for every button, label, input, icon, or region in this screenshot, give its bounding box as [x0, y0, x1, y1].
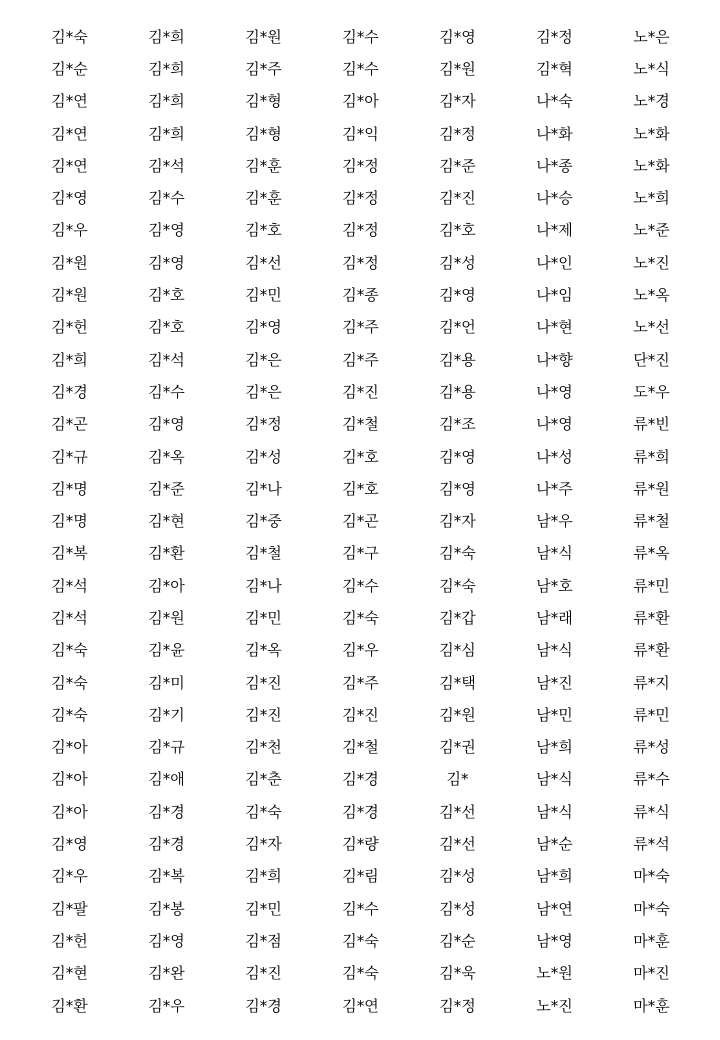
- name-cell: 김*점: [245, 931, 282, 950]
- name-cell: 김*수: [148, 382, 185, 401]
- name-cell: 김*자: [439, 92, 476, 111]
- name-cell: 노*준: [633, 221, 670, 240]
- name-cell: 김*환: [148, 544, 185, 563]
- name-cell: 김*호: [342, 479, 379, 498]
- name-cell: 김*아: [51, 738, 88, 757]
- name-list-table: [21, 20, 700, 1021]
- name-cell: 김*익: [342, 124, 379, 143]
- name-cell: 김*정: [245, 415, 282, 434]
- name-cell: 김*정: [536, 27, 573, 46]
- name-cell: 노*식: [633, 59, 670, 78]
- name-cell: 김*봉: [148, 899, 185, 918]
- name-cell: 김*영: [439, 286, 476, 305]
- name-cell: 김*호: [245, 221, 282, 240]
- name-cell: 김*애: [148, 770, 185, 789]
- name-cell: 김*희: [51, 350, 88, 369]
- name-cell: 김*숙: [439, 576, 476, 595]
- name-cell: 노*화: [633, 124, 670, 143]
- name-cell: 김*곤: [342, 512, 379, 531]
- name-cell: 김*량: [342, 835, 379, 854]
- name-cell: 류*수: [633, 770, 670, 789]
- name-cell: 노*옥: [633, 286, 670, 305]
- name-cell: 김*영: [148, 415, 185, 434]
- name-cell: 김*숙: [342, 931, 379, 950]
- name-cell: 남*희: [536, 738, 573, 757]
- name-cell: 김*택: [439, 673, 476, 692]
- name-cell: 김*욱: [439, 964, 476, 983]
- name-cell: 류*환: [633, 608, 670, 627]
- name-cell: 김*숙: [245, 802, 282, 821]
- name-cell: 김*춘: [245, 770, 282, 789]
- name-cell: 김*팔: [51, 899, 88, 918]
- name-cell: 김*호: [342, 447, 379, 466]
- name-cell: 류*식: [633, 802, 670, 821]
- name-cell: 김*언: [439, 318, 476, 337]
- name-cell: 김*성: [439, 867, 476, 886]
- name-cell: 마*훈: [633, 931, 670, 950]
- name-cell: 류*환: [633, 641, 670, 660]
- name-cell: 도*우: [633, 382, 670, 401]
- name-cell: 노*희: [633, 189, 670, 208]
- name-cell: 김*명: [51, 512, 88, 531]
- name-cell: 김*선: [439, 802, 476, 821]
- name-cell: 김*복: [148, 867, 185, 886]
- name-cell: 남*연: [536, 899, 573, 918]
- name-cell: 나*영: [536, 415, 573, 434]
- name-cell: 김*경: [342, 802, 379, 821]
- name-cell: 김*선: [439, 835, 476, 854]
- name-cell: 나*성: [536, 447, 573, 466]
- name-cell: 김*수: [342, 59, 379, 78]
- name-cell: 김*경: [51, 382, 88, 401]
- name-cell: 김*원: [439, 705, 476, 724]
- name-cell: 김*진: [245, 673, 282, 692]
- name-cell: 김*연: [51, 124, 88, 143]
- name-cell: 김*규: [148, 738, 185, 757]
- name-cell: 김*형: [245, 124, 282, 143]
- name-cell: 노*선: [633, 318, 670, 337]
- name-cell: 김*순: [51, 59, 88, 78]
- name-cell: 김*석: [148, 350, 185, 369]
- name-cell: 김*주: [342, 673, 379, 692]
- name-cell: 김*석: [51, 608, 88, 627]
- name-cell: 김*숙: [51, 673, 88, 692]
- name-cell: 김*아: [51, 770, 88, 789]
- name-cell: 김*권: [439, 738, 476, 757]
- name-cell: 남*민: [536, 705, 573, 724]
- name-cell: 김*현: [51, 964, 88, 983]
- name-cell: 김*석: [51, 576, 88, 595]
- name-cell: 김*정: [439, 996, 476, 1015]
- name-cell: 김*호: [439, 221, 476, 240]
- name-cell: 나*종: [536, 156, 573, 175]
- name-cell: 김*천: [245, 738, 282, 757]
- name-cell: 남*순: [536, 835, 573, 854]
- name-cell: 김*희: [148, 27, 185, 46]
- name-cell: 노*은: [633, 27, 670, 46]
- name-cell: 류*원: [633, 479, 670, 498]
- name-cell: 김*옥: [245, 641, 282, 660]
- name-cell: 김*정: [342, 253, 379, 272]
- name-cell: 김*희: [148, 124, 185, 143]
- name-cell: 남*진: [536, 673, 573, 692]
- name-cell: 김*정: [439, 124, 476, 143]
- name-cell: 김*복: [51, 544, 88, 563]
- name-cell: 김*숙: [51, 641, 88, 660]
- name-cell: 노*원: [536, 964, 573, 983]
- name-cell: 김*아: [51, 802, 88, 821]
- name-cell: 김*은: [245, 350, 282, 369]
- name-cell: 김*아: [342, 92, 379, 111]
- name-cell: 김*성: [439, 899, 476, 918]
- name-cell: 류*민: [633, 576, 670, 595]
- name-cell: 김*수: [342, 576, 379, 595]
- name-cell: 김*용: [439, 350, 476, 369]
- name-cell: 김*진: [439, 189, 476, 208]
- name-cell: 김*진: [342, 705, 379, 724]
- name-cell: 김*성: [245, 447, 282, 466]
- name-cell: 김*우: [148, 996, 185, 1015]
- name-cell: 김*조: [439, 415, 476, 434]
- name-cell: 김*자: [439, 512, 476, 531]
- name-cell: 김*숙: [342, 608, 379, 627]
- name-cell: 남*희: [536, 867, 573, 886]
- name-cell: 단*진: [633, 350, 670, 369]
- name-cell: 김*경: [148, 835, 185, 854]
- name-cell: 김*철: [342, 415, 379, 434]
- name-cell: 김*준: [439, 156, 476, 175]
- name-cell: 김*선: [245, 253, 282, 272]
- name-cell: 김*호: [148, 286, 185, 305]
- name-cell: 김*영: [148, 931, 185, 950]
- name-cell: 김*용: [439, 382, 476, 401]
- name-cell: 노*진: [633, 253, 670, 272]
- name-cell: 김*호: [148, 318, 185, 337]
- name-cell: 김*숙: [51, 705, 88, 724]
- name-cell: 나*주: [536, 479, 573, 498]
- name-cell: 김*연: [51, 92, 88, 111]
- name-cell: 김*곤: [51, 415, 88, 434]
- name-cell: 김*영: [148, 221, 185, 240]
- name-cell: 김*은: [245, 382, 282, 401]
- name-cell: 김*영: [439, 27, 476, 46]
- name-cell: 마*훈: [633, 996, 670, 1015]
- name-cell: 김*미: [148, 673, 185, 692]
- name-cell: 김*민: [245, 286, 282, 305]
- name-cell: 김*주: [342, 318, 379, 337]
- name-cell: 김*정: [342, 156, 379, 175]
- name-cell: 김*원: [51, 253, 88, 272]
- name-cell: 김*성: [439, 253, 476, 272]
- name-cell: 나*제: [536, 221, 573, 240]
- name-cell: 마*진: [633, 964, 670, 983]
- name-cell: 김*희: [245, 867, 282, 886]
- name-cell: 류*철: [633, 512, 670, 531]
- name-cell: 김*혁: [536, 59, 573, 78]
- name-cell: 류*민: [633, 705, 670, 724]
- name-cell: 김*원: [439, 59, 476, 78]
- name-cell: 남*식: [536, 641, 573, 660]
- name-cell: 김*헌: [51, 318, 88, 337]
- name-cell: 김*순: [439, 931, 476, 950]
- name-cell: 김*원: [245, 27, 282, 46]
- name-cell: 김*경: [148, 802, 185, 821]
- name-cell: 남*식: [536, 802, 573, 821]
- name-cell: 김*석: [148, 156, 185, 175]
- name-cell: 김*갑: [439, 608, 476, 627]
- name-cell: 김*옥: [148, 447, 185, 466]
- name-cell: 김*수: [148, 189, 185, 208]
- name-cell: 김*영: [51, 189, 88, 208]
- name-cell: 김*희: [148, 92, 185, 111]
- name-cell: 김*현: [148, 512, 185, 531]
- name-cell: 김*심: [439, 641, 476, 660]
- name-cell: 나*숙: [536, 92, 573, 111]
- name-cell: 김*영: [245, 318, 282, 337]
- name-cell: 노*경: [633, 92, 670, 111]
- name-cell: 김*경: [342, 770, 379, 789]
- name-cell: 김*진: [245, 705, 282, 724]
- name-cell: 김*중: [245, 512, 282, 531]
- name-cell: 김*구: [342, 544, 379, 563]
- name-cell: 김*연: [51, 156, 88, 175]
- name-cell: 김*준: [148, 479, 185, 498]
- name-cell: 김*나: [245, 576, 282, 595]
- name-cell: 김*영: [148, 253, 185, 272]
- name-cell: 마*숙: [633, 867, 670, 886]
- name-cell: 김*훈: [245, 156, 282, 175]
- name-cell: 김*숙: [439, 544, 476, 563]
- name-cell: 김*우: [51, 867, 88, 886]
- name-cell: 나*화: [536, 124, 573, 143]
- name-cell: 나*영: [536, 382, 573, 401]
- name-cell: 노*진: [536, 996, 573, 1015]
- name-cell: 류*성: [633, 738, 670, 757]
- name-cell: 김*원: [51, 286, 88, 305]
- name-cell: 김*진: [245, 964, 282, 983]
- name-cell: 남*래: [536, 608, 573, 627]
- name-cell: 김*정: [342, 221, 379, 240]
- name-cell: 김*완: [148, 964, 185, 983]
- name-cell: 김*헌: [51, 931, 88, 950]
- name-cell: 김*정: [342, 189, 379, 208]
- name-cell: 마*숙: [633, 899, 670, 918]
- name-cell: 류*지: [633, 673, 670, 692]
- name-cell: 김*영: [439, 447, 476, 466]
- name-cell: 김*우: [51, 221, 88, 240]
- name-cell: 김*철: [342, 738, 379, 757]
- name-cell: 김*영: [439, 479, 476, 498]
- name-cell: 류*옥: [633, 544, 670, 563]
- name-cell: 김*원: [148, 608, 185, 627]
- name-cell: 류*희: [633, 447, 670, 466]
- name-cell: 김*: [446, 770, 469, 789]
- name-cell: 김*민: [245, 608, 282, 627]
- name-cell: 김*종: [342, 286, 379, 305]
- name-cell: 남*영: [536, 931, 573, 950]
- name-cell: 김*림: [342, 867, 379, 886]
- name-cell: 김*규: [51, 447, 88, 466]
- name-cell: 나*현: [536, 318, 573, 337]
- name-cell: 나*임: [536, 286, 573, 305]
- name-cell: 김*명: [51, 479, 88, 498]
- name-cell: 류*빈: [633, 415, 670, 434]
- name-cell: 김*희: [148, 59, 185, 78]
- name-cell: 노*화: [633, 156, 670, 175]
- name-cell: 김*민: [245, 899, 282, 918]
- name-cell: 나*승: [536, 189, 573, 208]
- name-cell: 김*기: [148, 705, 185, 724]
- name-cell: 나*향: [536, 350, 573, 369]
- name-cell: 김*경: [245, 996, 282, 1015]
- name-cell: 김*연: [342, 996, 379, 1015]
- name-cell: 김*형: [245, 92, 282, 111]
- name-cell: 남*식: [536, 770, 573, 789]
- name-cell: 김*진: [342, 382, 379, 401]
- name-cell: 김*주: [245, 59, 282, 78]
- name-cell: 나*인: [536, 253, 573, 272]
- name-cell: 김*훈: [245, 189, 282, 208]
- name-cell: 김*윤: [148, 641, 185, 660]
- name-cell: 류*석: [633, 835, 670, 854]
- name-cell: 김*자: [245, 835, 282, 854]
- name-cell: 남*우: [536, 512, 573, 531]
- name-cell: 김*아: [148, 576, 185, 595]
- name-cell: 김*숙: [342, 964, 379, 983]
- name-cell: 김*주: [342, 350, 379, 369]
- name-cell: 남*식: [536, 544, 573, 563]
- name-cell: 김*철: [245, 544, 282, 563]
- name-cell: 김*환: [51, 996, 88, 1015]
- name-cell: 김*영: [51, 835, 88, 854]
- name-cell: 김*수: [342, 27, 379, 46]
- name-cell: 김*나: [245, 479, 282, 498]
- name-cell: 김*숙: [51, 27, 88, 46]
- name-cell: 남*호: [536, 576, 573, 595]
- name-cell: 김*수: [342, 899, 379, 918]
- name-cell: 김*우: [342, 641, 379, 660]
